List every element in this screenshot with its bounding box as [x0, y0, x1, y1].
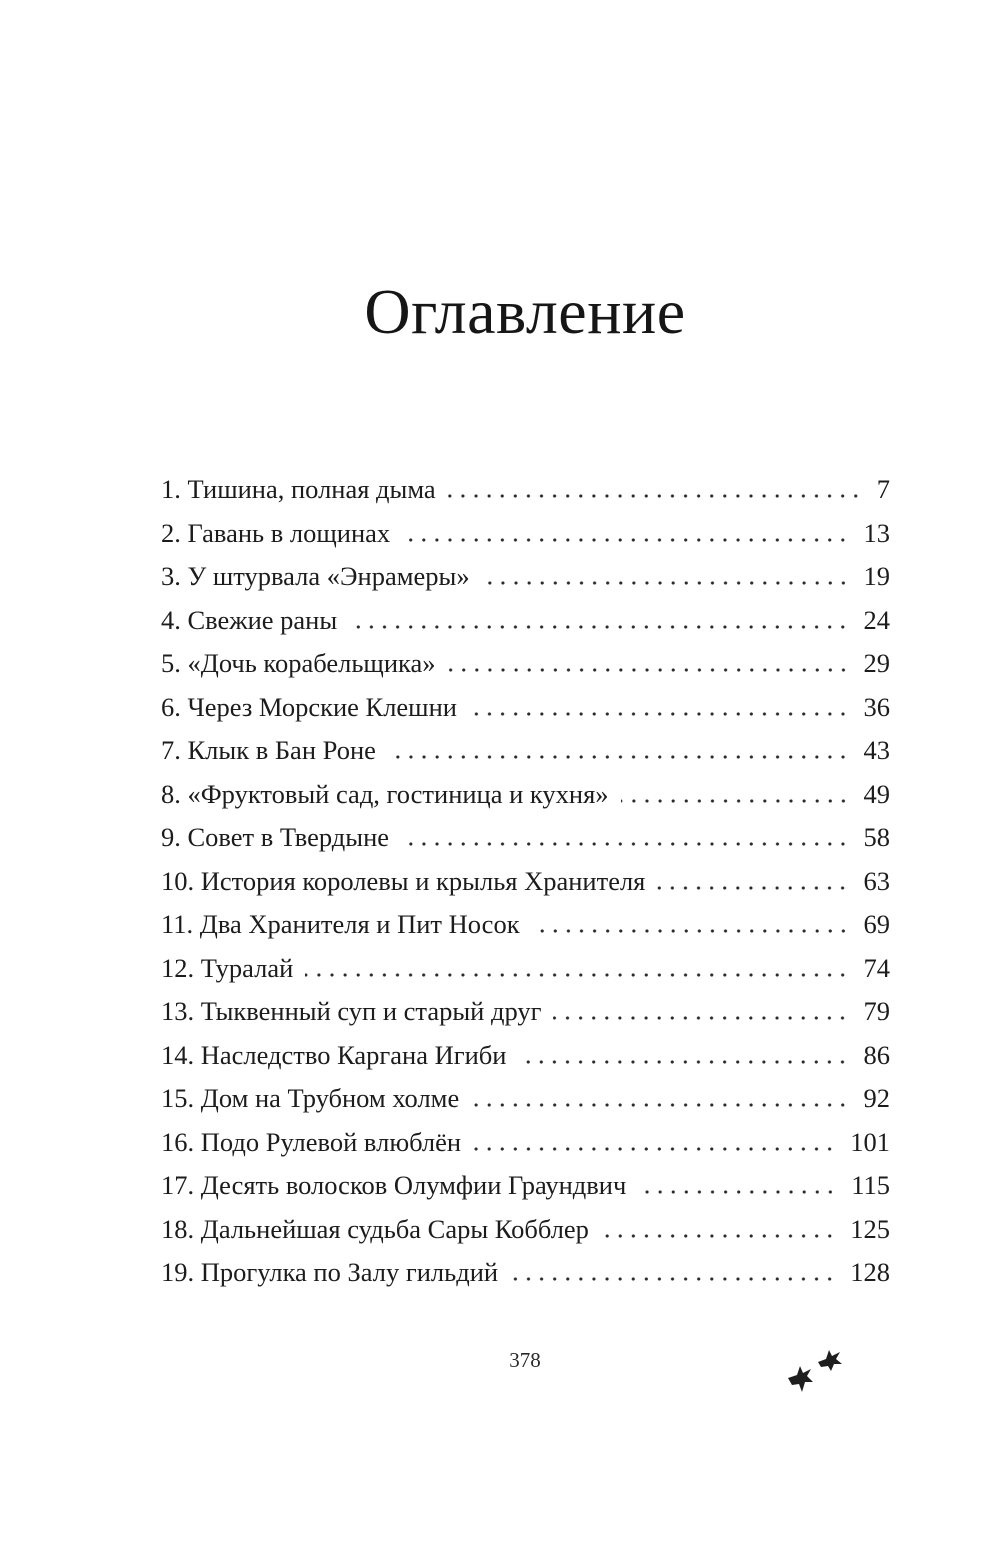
toc-entry-title: Совет в Твердыне — [187, 822, 390, 852]
toc-entry-title: Свежие раны — [187, 604, 338, 635]
toc-entry-page: 29 — [863, 648, 890, 678]
toc-entry — [161, 903, 890, 947]
toc-entry-label — [161, 1121, 461, 1165]
dot-leader — [305, 973, 849, 977]
toc-entry-page: 58 — [863, 822, 890, 852]
toc-entry — [161, 1208, 890, 1252]
toc-entry-label — [161, 947, 293, 991]
toc-entry-page: 125 — [850, 1213, 890, 1244]
toc-entry — [161, 1251, 890, 1295]
toc-entry-page: 69 — [863, 909, 890, 939]
toc-entry — [161, 686, 890, 730]
toc-entry-number: 15. — [161, 1083, 195, 1113]
toc-entry-page: 101 — [850, 1126, 890, 1157]
toc-entry-number: 11. — [161, 909, 194, 939]
page-number: 378 — [509, 1348, 541, 1372]
toc-entry — [161, 1164, 890, 1208]
toc-entry-number: 10. — [161, 865, 195, 896]
toc-entry-label — [161, 468, 436, 512]
toc-entry-page: 115 — [851, 1170, 890, 1200]
toc-entry-number: 13. — [161, 996, 195, 1026]
toc-entry — [161, 816, 890, 860]
toc-entry-label — [161, 816, 389, 860]
toc-entry-label — [161, 1034, 506, 1078]
toc-entry-label — [161, 860, 645, 904]
toc-entry-label — [161, 1164, 626, 1208]
toc-entry-page: 36 — [863, 691, 890, 722]
toc-entry-number: 9. — [161, 822, 181, 852]
toc-entry-title: Через Морские Клешни — [187, 691, 457, 722]
toc-entry-title: «Фруктовый сад, гостиница и кухня» — [187, 778, 609, 809]
toc-entry — [161, 1077, 890, 1121]
birds-icon — [784, 1340, 856, 1402]
toc-entry-title: История королевы и крылья Хранителя — [200, 865, 646, 896]
toc-entry-page: 128 — [850, 1257, 890, 1287]
toc-entry-page: 13 — [863, 517, 890, 548]
dot-leader — [469, 712, 850, 716]
toc-entry-number: 7. — [161, 735, 181, 765]
toc-entry — [161, 1034, 890, 1078]
toc-entry-label — [161, 773, 609, 817]
toc-entry-number: 5. — [161, 648, 181, 678]
toc-entry — [161, 729, 890, 773]
toc-entry-label — [161, 903, 520, 947]
toc-entry-page: 79 — [863, 996, 890, 1026]
toc-entry-label — [161, 642, 436, 686]
toc-entry-page: 92 — [863, 1083, 890, 1113]
toc-entry-number: 8. — [161, 778, 181, 809]
toc-entry-title: «Дочь корабельщика» — [187, 648, 436, 678]
dot-leader — [553, 1016, 849, 1020]
toc-entry — [161, 642, 890, 686]
toc-entry-label — [161, 686, 457, 730]
toc-entry — [161, 990, 890, 1034]
toc-entry-title: Тишина, полная дыма — [187, 474, 436, 504]
toc-entry — [161, 947, 890, 991]
dot-leader — [448, 668, 850, 672]
toc-entry-label — [161, 1077, 459, 1121]
toc-entry-title: Два Хранителя и Пит Носок — [199, 909, 520, 939]
toc-entry-page: 49 — [863, 778, 890, 809]
toc-entry-page: 19 — [863, 561, 890, 591]
toc-entry-label — [161, 599, 337, 643]
page-title: Оглавление — [364, 276, 686, 347]
toc-entry-title: Дальнейшая судьба Сары Кобблер — [200, 1213, 589, 1244]
toc-entry-label — [161, 1251, 498, 1295]
toc-entry-number: 3. — [161, 561, 181, 591]
toc-entry-number: 14. — [161, 1039, 195, 1070]
toc-entry-number: 12. — [161, 952, 195, 983]
dot-leader — [402, 538, 849, 542]
dot-leader — [510, 1277, 836, 1281]
toc-entry-title: Прогулка по Залу гильдий — [200, 1257, 499, 1287]
toc-entry-title: Наследство Каргана Игиби — [200, 1039, 507, 1070]
toc-entry-title: Туралай — [200, 952, 294, 983]
table-of-contents — [161, 468, 890, 1295]
toc-entry — [161, 512, 890, 556]
toc-entry-number: 17. — [161, 1170, 195, 1200]
toc-entry-number: 18. — [161, 1213, 195, 1244]
dot-leader — [601, 1234, 836, 1238]
toc-entry-page: 24 — [863, 604, 890, 635]
toc-entry-page: 86 — [863, 1039, 890, 1070]
toc-entry-label — [161, 990, 541, 1034]
dot-leader — [448, 494, 862, 498]
toc-entry — [161, 555, 890, 599]
dot-leader — [471, 1103, 849, 1107]
toc-entry-title: Подо Рулевой влюблён — [200, 1126, 462, 1157]
toc-entry-title: Дом на Трубном холме — [200, 1083, 460, 1113]
dot-leader — [401, 842, 849, 846]
toc-entry-number: 16. — [161, 1126, 195, 1157]
toc-entry-number: 19. — [161, 1257, 195, 1287]
dot-leader — [638, 1190, 837, 1194]
toc-entry-label — [161, 1208, 589, 1252]
toc-entry-label — [161, 512, 390, 556]
bird-icon — [788, 1366, 813, 1392]
dot-leader — [482, 581, 850, 585]
toc-entry-title: Клык в Бан Роне — [187, 735, 376, 765]
toc-entry-number: 1. — [161, 474, 181, 504]
toc-entry-label — [161, 729, 376, 773]
toc-entry-number: 4. — [161, 604, 181, 635]
toc-entry-title: Десять волосков Олумфии Граундвич — [200, 1170, 627, 1200]
toc-entry-title: Гавань в лощинах — [187, 517, 391, 548]
dot-leader — [621, 799, 850, 803]
toc-entry — [161, 468, 890, 512]
toc-entry-number: 2. — [161, 517, 181, 548]
toc-entry — [161, 599, 890, 643]
dot-leader — [349, 625, 849, 629]
dot-leader — [473, 1147, 836, 1151]
dot-leader — [657, 886, 849, 890]
bird-icon — [818, 1350, 842, 1371]
dot-leader — [532, 929, 850, 933]
toc-entry-label — [161, 555, 470, 599]
dot-leader — [518, 1060, 849, 1064]
toc-entry-title: У штурвала «Энрамеры» — [187, 561, 470, 591]
dot-leader — [388, 755, 850, 759]
toc-entry-page: 7 — [876, 474, 890, 504]
toc-entry-title: Тыквенный суп и старый друг — [200, 996, 542, 1026]
toc-entry-page: 43 — [863, 735, 890, 765]
toc-entry-page: 74 — [863, 952, 890, 983]
toc-entry — [161, 860, 890, 904]
toc-entry — [161, 1121, 890, 1165]
toc-entry-page: 63 — [863, 865, 890, 896]
toc-entry-number: 6. — [161, 691, 181, 722]
toc-entry — [161, 773, 890, 817]
